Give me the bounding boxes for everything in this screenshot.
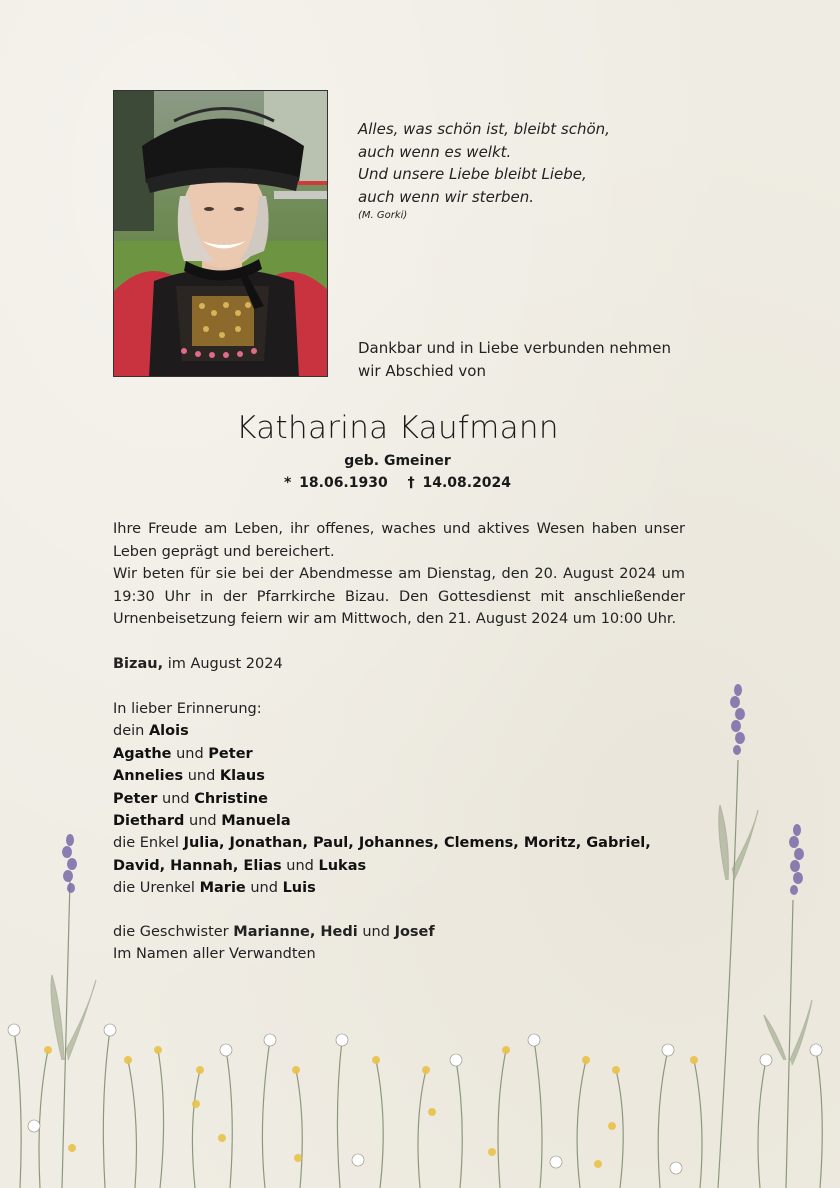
quote-line: Alles, was schön ist, bleibt schön, (358, 120, 610, 138)
quote-line: Und unsere Liebe bleibt Liebe, (358, 165, 587, 183)
mourner-prefix: die Enkel (113, 835, 179, 852)
place-town: Bizau, (113, 656, 164, 672)
mourner-prefix: dein (113, 723, 145, 740)
deceased-name: Katharina Kaufmann (236, 410, 559, 446)
mourner-name: Josef (394, 924, 435, 940)
quote-line: auch wenn es welkt. (358, 142, 512, 161)
quote-line: auch wenn wir sterben. (358, 187, 534, 206)
death-date: † 14.08.2024 (407, 475, 512, 491)
mourner-name: Klaus (219, 768, 265, 785)
quote-author: (M. Gorki) (358, 210, 408, 221)
birth-date: * 18.06.1930 (283, 475, 388, 491)
mourner-name: Manuela (221, 813, 291, 830)
mourner-name: Lukas (318, 857, 367, 874)
intro-line-2: wir Abschied von (358, 362, 486, 380)
closing-line: Im Namen aller Verwandten (113, 946, 316, 963)
conjunction: und (362, 924, 390, 940)
mourners-heading: In lieber Erinnerung: (113, 701, 262, 717)
mourner-name: Diethard (113, 813, 185, 830)
conjunction: und (162, 790, 190, 807)
conjunction: und (189, 813, 217, 830)
mourner-name: Peter (113, 790, 158, 807)
mourner-name: Luis (282, 880, 316, 897)
conjunction: und (250, 880, 278, 897)
conjunction: und (187, 768, 216, 785)
mourner-name: Agathe (113, 745, 172, 762)
mourner-name: Christine (194, 790, 268, 807)
grandchildren-names: David, Hannah, Elias (113, 857, 282, 874)
obituary-paragraph: Ihre Freude am Leben, ihr offenes, waches und aktives Wesen haben unser Leben geprägt und bereichert. (113, 521, 685, 560)
place-month: im August 2024 (167, 656, 283, 672)
mourner-name: Alois (148, 723, 189, 740)
service-paragraph: Wir beten für sie bei der Abendmesse am Dienstag, den 20. August 2024 um 19:30 Uhr in der Pfarrkirche Bizau. Den Gottesdienst mit anschließender Urnenbeisetzung feiern wir am Mittwoch, den 21. August 2024 um 10:00 Uhr. (113, 566, 685, 627)
mourner-prefix: die Geschwister (113, 924, 229, 940)
conjunction: und (286, 857, 314, 874)
maiden-name: geb. Gmeiner (344, 453, 451, 469)
intro-line-1: Dankbar und in Liebe verbunden nehmen (358, 339, 672, 357)
sibling-names: Marianne, Hedi (233, 924, 358, 940)
conjunction: und (176, 745, 204, 762)
mourner-prefix: die Urenkel (113, 880, 195, 897)
mourner-name: Peter (208, 745, 253, 762)
grandchildren-names: Julia, Jonathan, Paul, Johannes, Clemens, Moritz, Gabriel, (183, 835, 651, 852)
mourner-name: Marie (199, 880, 246, 897)
mourner-name: Annelies (113, 768, 184, 785)
